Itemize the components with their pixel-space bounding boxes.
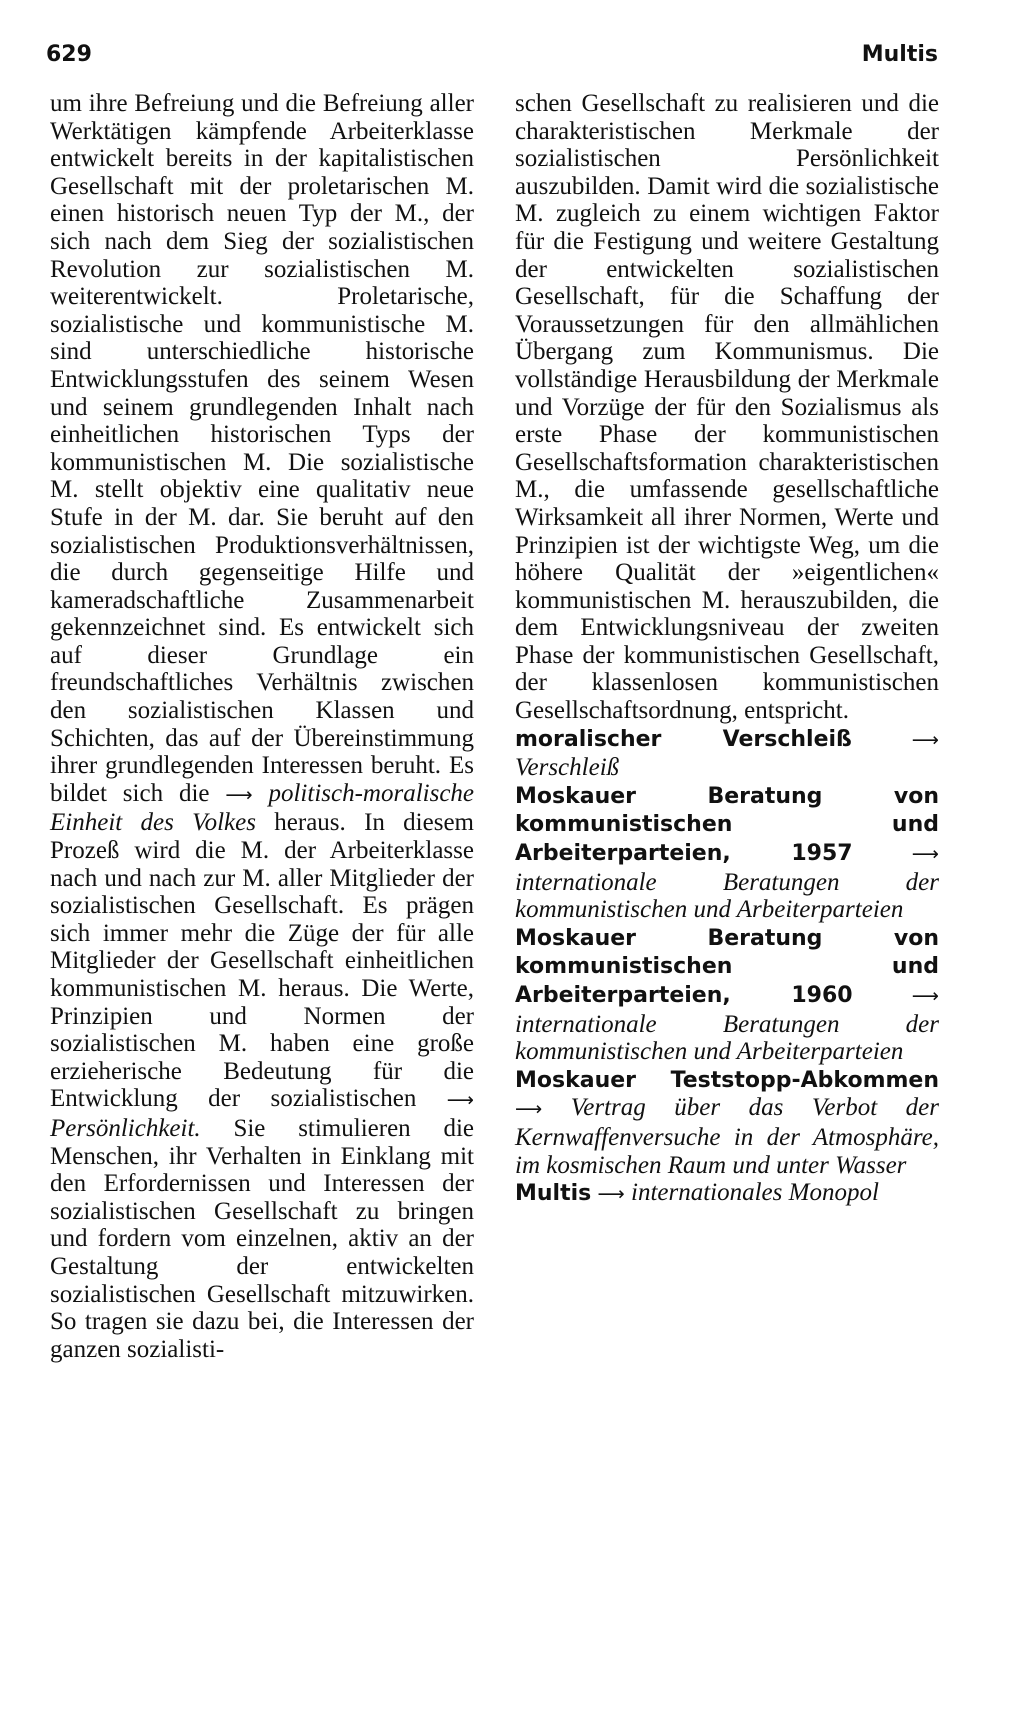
cross-reference-arrow-icon: ⟶ xyxy=(515,1098,543,1121)
dictionary-entry xyxy=(515,725,939,782)
entry-headword: moralischer Verschleiß xyxy=(515,726,852,752)
entry-headword: Moskauer Beratung von kommunistischen und Arbeiterparteien, 1957 xyxy=(515,783,939,867)
entry-headword: Multis xyxy=(515,1181,592,1207)
cross-reference-link[interactable]: internationales Monopol xyxy=(631,1179,879,1207)
cross-reference-link[interactable]: Vertrag über das Verbot der Kernwaffenversuche in der Atmosphäre, im kosmischen Raum und unter Wasser xyxy=(515,1094,940,1179)
entry-headword: Moskauer Teststopp-Abkommen xyxy=(515,1067,939,1093)
body-text: um ihre Befreiung und die Befreiung aller Werktätigen kämpfende Arbeiterklasse entwickelt bereits in der kapitalistischen Gesellschaft mit der proletarischen M. einen historisch neuen Typ der M., der sich nach dem Sieg der sozialistischen Revolution zur sozialistischen M. weiterentwickelt. Proletarische, sozialistische und kommunistische M. sind unterschiedliche historische Entwicklungsstufen des seinem Wesen und seinem grundlegenden Inhalt nach einheitlichen historischen Typs der kommunistischen M. Die sozialistische M. stellt objektiv eine qualitativ neue Stufe in der M. dar. Sie beruht auf den sozialistischen Produktionsverhältnissen, die durch gegenseitige Hilfe und kameradschaftliche Zusammenarbeit gekennzeichnet sind. Es entwickelt sich auf dieser Grundlage ein freundschaftliches Verhältnis zwischen den sozialistischen Klassen und Schichten, das auf der Übereinstimmung ihrer grundlegenden Interessen beruht. Es bildet sich die xyxy=(50,90,474,807)
entry-headword: Moskauer Beratung von kommunistischen und Arbeiterparteien, 1960 xyxy=(515,925,939,1008)
body-text: Sie stimulieren die Menschen, ihr Verhalten in Einklang mit den Erfordernissen und Interessen der sozialistischen Gesellschaft zu bringen und fordern vom einzelnen, aktiv an der Gestaltung der entwickelten sozialistischen Gesellschaft mitzuwirken. So tragen sie dazu bei, die Interessen der ganzen sozialisti- xyxy=(50,1114,474,1363)
article-continuation xyxy=(515,90,939,725)
cross-reference-link[interactable]: politisch-moralische Einheit des Volkes xyxy=(50,779,475,837)
cross-reference-arrow-icon: ⟶ xyxy=(597,1183,625,1206)
dictionary-entry xyxy=(515,1179,939,1209)
cross-reference-link[interactable]: Verschleiß xyxy=(515,754,620,782)
dictionary-entry xyxy=(515,782,939,924)
running-head: Multis xyxy=(861,42,938,67)
cross-reference-arrow-icon: ⟶ xyxy=(911,843,939,866)
cross-reference-link[interactable]: internationale Beratungen der kommunistischen und Arbeiterparteien xyxy=(515,1010,939,1066)
page-number: 629 xyxy=(46,42,92,67)
cross-reference-arrow-icon: ⟶ xyxy=(446,1089,474,1112)
cross-reference-link[interactable]: Persönlichkeit. xyxy=(50,1114,201,1142)
dictionary-entry xyxy=(515,924,939,1066)
cross-reference-arrow-icon: ⟶ xyxy=(911,985,939,1007)
article-continuation xyxy=(50,90,474,1363)
cross-reference-arrow-icon: ⟶ xyxy=(225,783,253,806)
body-text: heraus. In diesem Prozeß wird die M. der Arbeiterklasse nach und nach zur M. aller Mitglieder der sozialistischen Gesellschaft. Es prägen sich immer mehr die Züge der für alle Mitglieder der Gesellschaft einheitlichen kommunistischen M. heraus. Die Werte, Prinzipien und Normen der sozialistischen M. haben eine große erzieherische Bedeutung für die Entwicklung der sozialistischen xyxy=(50,809,474,1113)
right-column xyxy=(515,90,939,1209)
page-header xyxy=(46,42,938,82)
cross-reference-arrow-icon: ⟶ xyxy=(911,728,940,751)
dictionary-entry xyxy=(515,1066,939,1179)
body-text: schen Gesellschaft zu realisieren und die charakteristischen Merkmale der sozialistischen Persönlichkeit auszubilden. Damit wird die sozialistische M. zugleich zu einem wichtigen Faktor für die Festigung und weitere Gestaltung der entwickelten sozialistischen Gesellschaft, für die Schaffung der Voraussetzungen für den allmählichen Übergang zum Kommunismus. Die vollständige Herausbildung der Merkmale und Vorzüge der für den Sozialismus als erste Phase der kommunistischen Gesellschaftsformation charakteristischen M., die umfassende gesellschaftliche Wirksamkeit all ihrer Normen, Werte und Prinzipien ist der wichtigste Weg, um die höhere Qualität der »eigentlichen« kommunistischen M. herauszubilden, die dem Entwicklungsniveau der zweiten Phase der kommunistischen Gesellschaft, der klassenlosen kommunistischen Gesellschaftsordnung, entspricht. xyxy=(515,90,939,725)
left-column xyxy=(50,90,474,1363)
cross-reference-link[interactable]: internationale Beratungen der kommunistischen und Arbeiterparteien xyxy=(515,868,939,924)
